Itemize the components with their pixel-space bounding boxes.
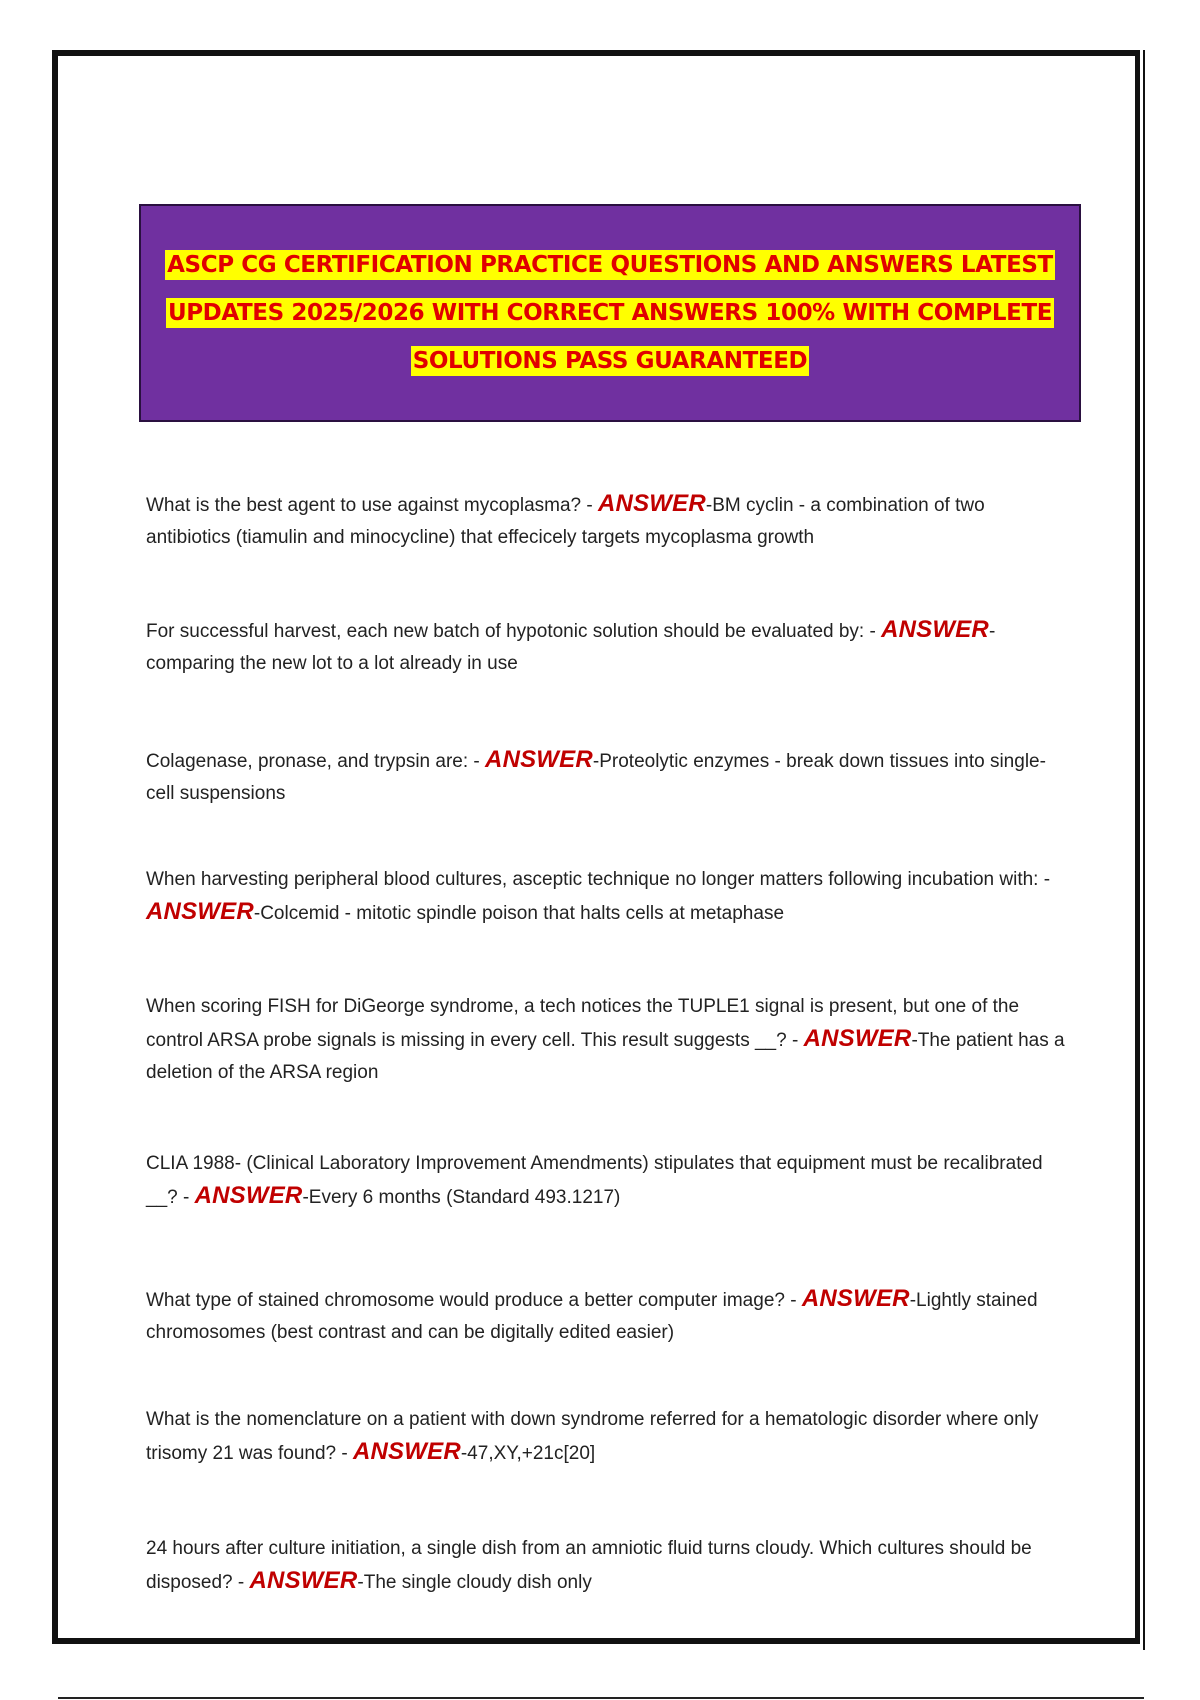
qa-item-4 <box>146 864 1066 930</box>
question-text: Colagenase, pronase, and trypsin are: - <box>146 751 486 772</box>
answer-label: ANSWER <box>803 1025 912 1052</box>
qa-item-2 <box>146 614 1066 680</box>
answer-text: -Lightly stained chromosomes (best contrast and can be digitally edited easier) <box>146 1290 1038 1343</box>
qa-item-9 <box>146 1533 1066 1599</box>
answer-text: -Proteolytic enzymes - break down tissues into single-cell suspensions <box>146 751 1046 804</box>
answer-label: ANSWER <box>352 1438 461 1465</box>
qa-item-1 <box>146 488 1066 554</box>
answer-label: ANSWER <box>146 898 254 925</box>
footer-divider <box>58 1697 1144 1699</box>
question-text: When harvesting peripheral blood cultures, asceptic technique no longer matters following incubation with: - <box>146 869 1051 890</box>
question-text: When scoring FISH for DiGeorge syndrome, a tech notices the TUPLE1 signal is present, but one of the control ARSA probe signals is missing in every cell. This result suggests __? - <box>146 996 1020 1051</box>
answer-text: -The single cloudy dish only <box>357 1572 592 1593</box>
answer-label: ANSWER <box>598 490 706 517</box>
answer-label: ANSWER <box>485 746 593 773</box>
answer-text: -comparing the new lot to a lot already in use <box>146 621 996 674</box>
question-text: What type of stained chromosome would produce a better computer image? - <box>146 1290 802 1311</box>
answer-label: ANSWER <box>801 1285 910 1312</box>
qa-item-6 <box>146 1148 1066 1214</box>
question-text: What is the best agent to use against mycoplasma? - <box>146 495 599 516</box>
question-text: 24 hours after culture initiation, a single dish from an amniotic fluid turns cloudy. Which cultures should be disposed? - <box>146 1538 1032 1593</box>
answer-label: ANSWER <box>249 1567 358 1594</box>
qa-item-7 <box>146 1283 1066 1349</box>
title-banner <box>139 204 1081 422</box>
question-text: What is the nomenclature on a patient with down syndrome referred for a hematologic disorder where only trisomy 21 was found? - <box>146 1409 1039 1464</box>
title-line-2: UPDATES 2025/2026 WITH CORRECT ANSWERS 100% WITH COMPLETE <box>167 300 1053 326</box>
qa-item-5 <box>146 991 1066 1089</box>
answer-text: -Colcemid - mitotic spindle poison that halts cells at metaphase <box>253 903 785 924</box>
answer-text: -The patient has a deletion of the ARSA region <box>146 1030 1065 1083</box>
title-line-1: ASCP CG CERTIFICATION PRACTICE QUESTIONS AND ANSWERS LATEST <box>167 252 1053 278</box>
qa-item-8 <box>146 1404 1066 1470</box>
title-line-3: SOLUTIONS PASS GUARANTEED <box>412 348 808 374</box>
answer-text: -BM cyclin - a combination of two antibiotics (tiamulin and minocycline) that effecicely targets mycoplasma growth <box>146 495 985 548</box>
answer-label: ANSWER <box>881 616 989 643</box>
answer-text: -47,XY,+21c[20] <box>460 1443 596 1464</box>
qa-item-3 <box>146 744 1066 810</box>
question-text: For successful harvest, each new batch of hypotonic solution should be evaluated by: - <box>146 621 882 642</box>
question-text: CLIA 1988- (Clinical Laboratory Improvement Amendments) stipulates that equipment must be recalibrated __? - <box>146 1153 1043 1208</box>
answer-text: -Every 6 months (Standard 493.1217) <box>302 1187 621 1208</box>
answer-label: ANSWER <box>194 1182 303 1209</box>
